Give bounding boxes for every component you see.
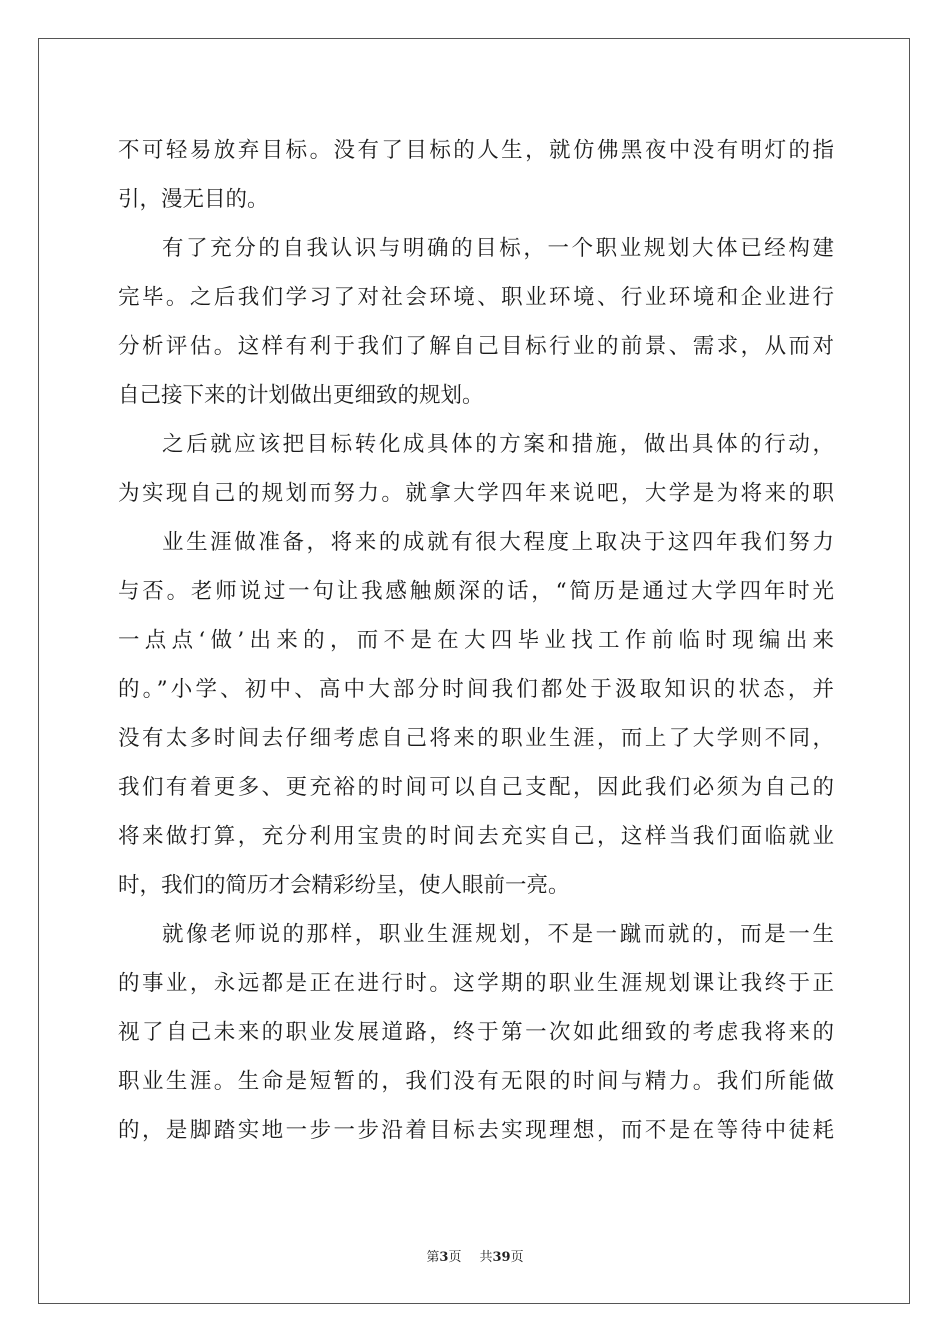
text-line: 就像老师说的那样，职业生涯规划，不是一蹴而就的，而是一生 <box>162 922 834 947</box>
text-line: 职业生涯。生命是短暂的，我们没有无限的时间与精力。我们所能做 <box>118 1069 834 1094</box>
footer-total-prefix: 共 <box>479 1250 493 1265</box>
text-line: 时，我们的简历才会精彩纷呈，使人眼前一亮。 <box>118 873 570 898</box>
text-line: 我们有着更多、更充裕的时间可以自己支配，因此我们必须为自己的 <box>118 775 834 800</box>
footer-total-pages: 39 <box>492 1250 511 1265</box>
text-line: 引，漫无目的。 <box>118 187 269 212</box>
text-line: 业生涯做准备，将来的成就有很大程度上取决于这四年我们努力 <box>162 530 834 555</box>
text-line: 分析评估。这样有利于我们了解自己目标行业的前景、需求，从而对 <box>118 334 834 359</box>
document-body <box>118 126 834 1155</box>
text-line: 的事业，永远都是正在进行时。这学期的职业生涯规划课让我终于正 <box>118 971 834 996</box>
text-line: 与否。老师说过一句让我感触颇深的话，“简历是通过大学四年时光 <box>118 579 834 604</box>
text-line: 完毕。之后我们学习了对社会环境、职业环境、行业环境和企业进行 <box>118 285 834 310</box>
text-line: 为实现自己的规划而努力。就拿大学四年来说吧，大学是为将来的职 <box>118 481 834 506</box>
text-line: 将来做打算，充分利用宝贵的时间去充实自己，这样当我们面临就业 <box>118 824 834 849</box>
text-line: 之后就应该把目标转化成具体的方案和措施，做出具体的行动， <box>162 432 834 457</box>
text-line: 一点点‘做’出来的，而不是在大四毕业找工作前临时现编出来 <box>118 628 834 653</box>
text-line: 有了充分的自我认识与明确的目标，一个职业规划大体已经构建 <box>162 236 834 261</box>
text-line: 的。”小学、初中、高中大部分时间我们都处于汲取知识的状态，并 <box>118 677 834 702</box>
text-line: 视了自己未来的职业发展道路，终于第一次如此细致的考虑我将来的 <box>118 1020 834 1045</box>
footer-total-suffix: 页 <box>510 1250 524 1265</box>
text-line: 自己接下来的计划做出更细致的规划。 <box>118 383 484 408</box>
footer-current-page: 3 <box>439 1250 449 1265</box>
text-line: 的，是脚踏实地一步一步沿着目标去实现理想，而不是在等待中徒耗 <box>118 1118 834 1143</box>
footer-page-prefix: 第 <box>426 1250 440 1265</box>
footer-page-suffix: 页 <box>448 1250 462 1265</box>
text-line: 没有太多时间去仔细考虑自己将来的职业生涯，而上了大学则不同， <box>118 726 834 751</box>
page-footer <box>0 1246 950 1265</box>
text-line: 不可轻易放弃目标。没有了目标的人生，就仿佛黑夜中没有明灯的指 <box>118 138 834 163</box>
